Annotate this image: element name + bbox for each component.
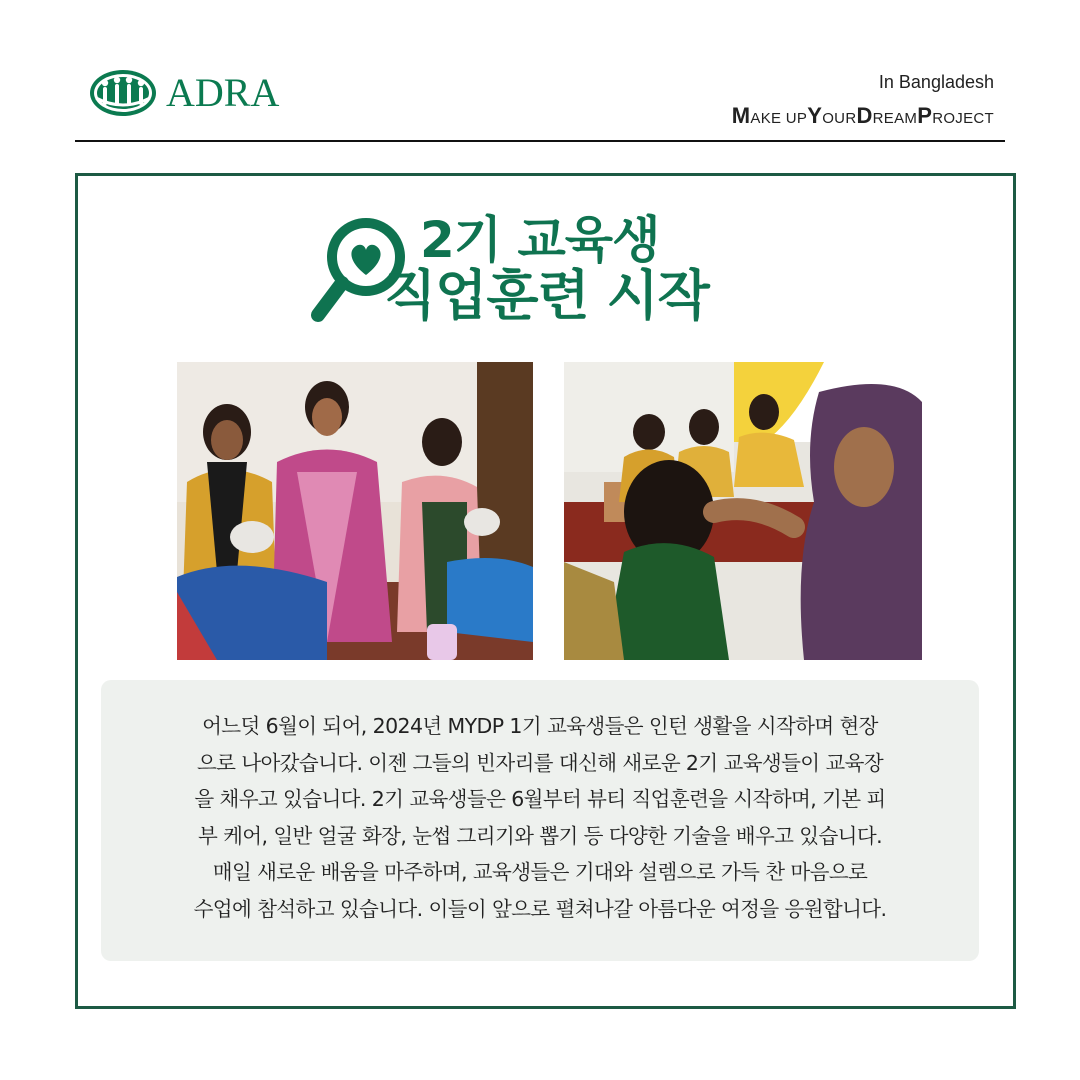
photo-eyebrow-training [564,362,922,660]
country-label: In Bangladesh [878,72,994,92]
description-line: 수업에 참석하고 있습니다. 이들이 앞으로 펼쳐나갈 아름다운 여정을 응원합니다. [193,896,887,921]
description-line: 부 케어, 일반 얼굴 화장, 눈썹 그리기와 뽑기 등 다양한 기술을 배우고 있습니다. [197,823,883,848]
project-name: MAKE UPYOURDREAMPROJECT [731,103,994,128]
logo-wordmark: ADRA [166,70,280,115]
header-divider [75,140,1005,142]
title-block [310,205,770,335]
description-line: 어느덧 6월이 되어, 2024년 MYDP 1기 교육생들은 인턴 생활을 시작하며 현장 [202,714,878,738]
title-line-2: 직업훈련 시작 [384,264,709,327]
photo-facial-training [177,362,533,660]
header-info [732,72,994,129]
description-text [131,708,949,927]
description-panel [101,680,979,961]
adra-logo [88,66,279,120]
adra-emblem-icon [88,68,158,118]
description-line: 으로 나아갔습니다. 이젠 그들의 빈자리를 대신해 새로운 2기 교육생들이 교육장 [196,750,884,775]
description-line: 을 채우고 있습니다. 2기 교육생들은 6월부터 뷰티 직업훈련을 시작하며, 기본 피 [194,787,886,811]
title-line-1: 2기 교육생 [420,211,660,269]
description-line: 매일 새로운 배움을 마주하며, 교육생들은 기대와 설렘으로 가득 찬 마음으로 [212,860,868,884]
